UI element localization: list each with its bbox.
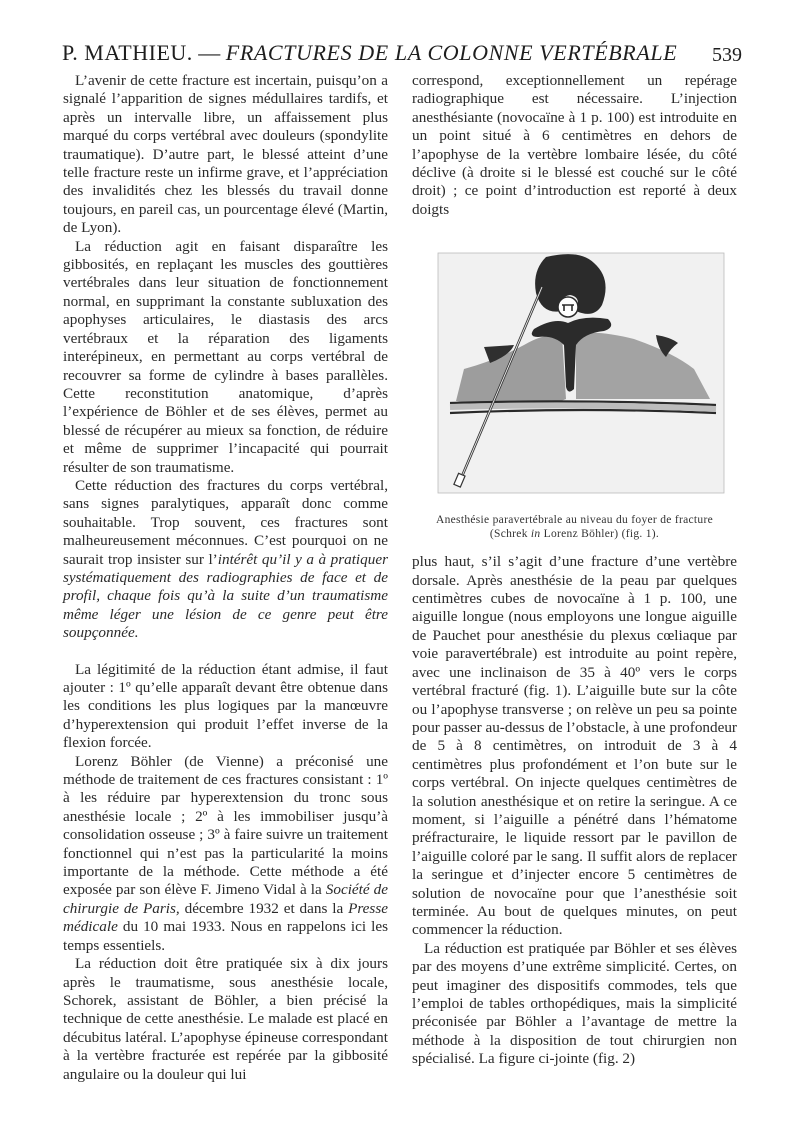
paragraph-text: du 10 mai 1933. Nous en rappelons ici les temps essentiels. [63,918,388,954]
caption-text: Lorenz Böhler) (fig. 1). [540,528,660,541]
figure-caption [412,513,737,541]
paragraph: La légitimité de la réduction étant admise, il faut ajouter : 1º qu’elle apparaît devant être obtenue dans les conditions les plus logiques par la manœuvre d’hyperextension qui produit l’effet inverse de la flexion forcée. [63,660,388,752]
paragraph: La réduction est pratiquée par Böhler et ses élèves par des moyens d’une extrême simplicité. Certes, on peut imaginer des dispositifs commodes, tels que l’emploi de tables orthopédiques, mais la simplicité préconisée par Böhler a l’avantage de mettre la méthode à la disposition de tout chirurgien non spécialisé. La figure ci-jointe (fig. 2) [412,939,737,1068]
caption-italic: in [530,528,541,541]
caption-line [412,527,737,541]
emphasized-text: intérêt qu’il y a à pratiquer systématiquement des radiographies de face et de profil, chaque fois qu’à la suite d’un traumatisme même léger une lésion de ce genre peut être soupçonnée. [63,550,388,642]
header-title: FRACTURES DE LA COLONNE VERTÉBRALE [225,40,678,65]
paragraph-text: Lorenz Böhler (de Vienne) a préconisé une méthode de traitement de ces fractures consistant : 1º à les réduire par hyperextension du tronc sous anesthésie locale ; 2º à les immobiliser jusqu’à consolidation osseuse ; 3º à faire suivre un traitement fonctionnel qui n’est pas la particularité la moins importante de la méthode. Cette méthode a été exposée par son élève F. Jimeno Vidal à la [63,752,388,899]
paragraph: plus haut, s’il s’agit d’une fracture d’une vertèbre dorsale. Après anesthésie de la peau par quelques centimètres cubes de novocaïne à 1 p. 100, une aiguille longue (nous employons une longue aiguille de Pauchet pour anesthésie du plexus cœliaque par voie paravertébrale) est introduite au point repère, avec une inclinaison de 35 à 40º vers le corps vertébral fracturé (fig. 1). L’aiguille bute sur la côte ou l’apophyse transverse ; on relève un peu sa pointe pour passer au-dessus de l’obstacle, à une profondeur de 5 à 8 centimètres, on introduit de 3 à 4 centimètres plus profondément et l’on bute sur le corps vertébral. On injecte quelques centimètres de la solution anesthésique et on retire la seringue. A ce moment, si l’aiguille a pénétré dans l’hématome préfracturaire, le liquide ressort par le pavillon de l’aiguille coloré par le sang. Il suffit alors de replacer la seringue et d’injecter encore 5 centimètres de solution de novocaïne pour que l’anesthésie soit terminée. Au bout de quelques minutes, on peut commencer la réduction. [412,553,737,939]
journal-name: Presse médicale [63,899,388,936]
left-column [63,72,388,1084]
paragraph: L’avenir de cette fracture est incertain, puisqu’on a signalé l’apparition de signes médullaires tardifs, et après un intervalle libre, un affaissement plus marqué du corps vertébral avec douleurs (spondylite traumatique). D’autre part, le blessé atteint d’une telle fracture reste un infirme grave, et l’appréciation des invalidités chez les blessés du travail donne toujours, en pareil cas, un pourcentage élevé (Martin, de Lyon). [63,72,388,237]
caption-line: Anesthésie paravertébrale au niveau du foyer de fracture [435,514,713,527]
header-author: P. MATHIEU. [62,40,193,65]
journal-name: Société de chirurgie de Paris, [63,881,388,917]
caption-text: (Schrek [489,528,531,541]
paragraph-text: Cette réduction des fractures du corps vertébral, sans signes paralytiques, apparaît donc comme souhaitable. Trop souvent, ces fractures sont malheureusement méconnues. C’est pourquoi on ne saurait trop insister sur l’ [63,476,388,568]
vertebra-cross-section-illustration [434,249,734,499]
paragraph [63,477,388,643]
header-separator: — [192,40,226,65]
paragraph: La réduction doit être pratiquée six à dix jours après le traumatisme, sous anesthésie locale, Schorek, assistant de Böhler, a bien précisé la technique de cette anesthésie. Le malade est placé en décubitus latéral. L’apophyse épineuse correspondant à la vertèbre fracturée est repérée par la gibbosité angulaire ou la douleur qui lui [63,955,388,1083]
running-header [62,40,742,70]
paragraph: correspond, exceptionnellement un repérage radiographique est nécessaire. L’injection anesthésiante (novocaïne à 1 p. 100) est introduite en un point situé à 6 centimètres en dehors de l’apophyse de la vertèbre lombaire lésée, du côté déclive (à droite si le blessé est couché sur le côté droit) ; ce point d’introduction est reporté à deux doigts [412,72,737,218]
paragraph-text: décembre 1932 et dans la [179,899,349,917]
paragraph [63,753,388,955]
right-column [412,72,737,1069]
figure-paravertebral-anesthesia [434,249,734,499]
page-number: 539 [712,44,742,66]
paragraph: La réduction agit en faisant disparaître les gibbosités, en replaçant les muscles des gouttières vertébrales dans leur situation de fonctionnement normal, en supprimant la constante subluxation des apophyses articulaires, le diastasis des arcs vertébraux et la réparation des ligaments interépineux, en permettant au corps vertébral de recouvrer sa forme de cylindre à bases parallèles. Cette reconstitution anatomique, d’après l’expérience de Böhler et de ses élèves, permet au blessé de récupérer au mieux sa fonction, de réduire et même de supprimer l’incapacité qui pourrait résulter de son traumatisme. [63,237,388,476]
